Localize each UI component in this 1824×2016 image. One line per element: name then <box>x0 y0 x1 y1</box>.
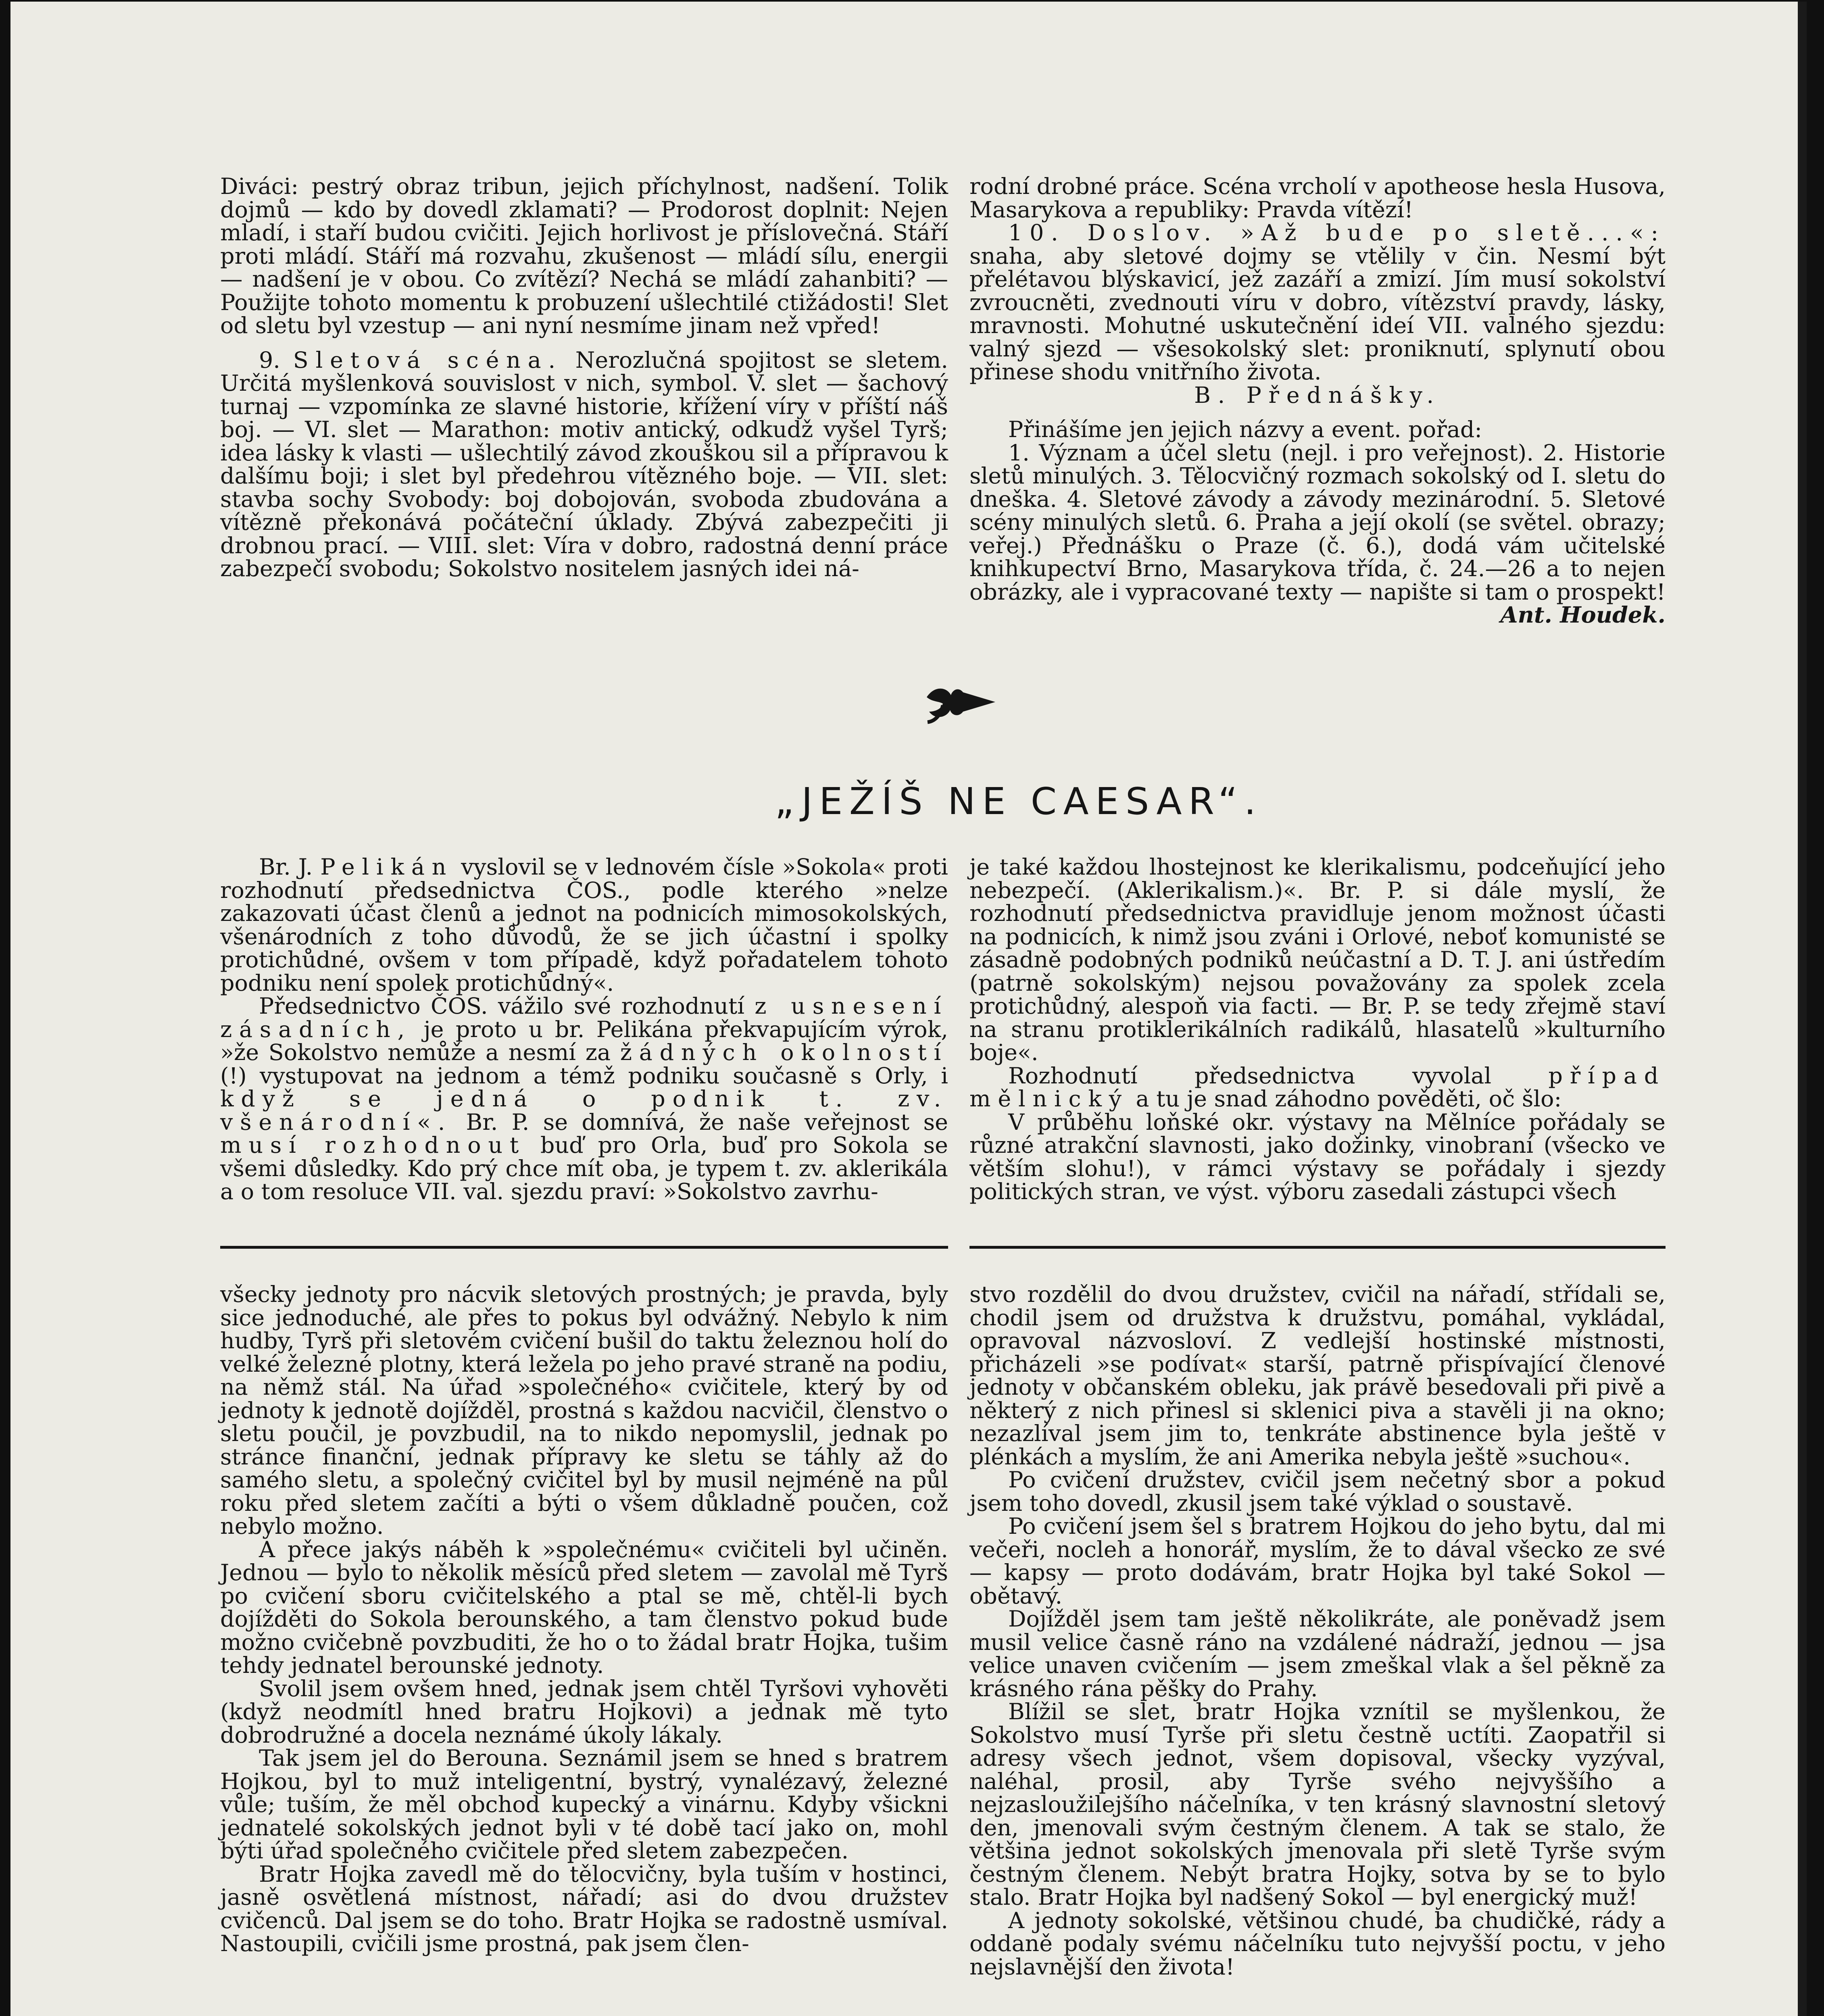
emphasized-name: Pelikán <box>320 854 454 880</box>
paragraph: Dojížděl jsem tam ještě několikráte, ale poněvadž jsem musil velice časně ráno na vzdálené nádraží, jednou — jsa velice unaven cvičením — jsem zmeškal vlak a šel pěkně za krásného rána pěšky do Prahy. <box>969 1606 1666 1702</box>
divider-rule <box>969 1246 1666 1249</box>
paragraph-text: Rozhodnutí předsednictva vyvolal <box>1008 1062 1492 1089</box>
paragraph-text: 1. Význam a účel sletu (nejl. i pro veřejnost). 2. Historie sletů minulých. 3. Tělocvičný rozmach sokolský od I. sletu do dneška. 4. Sletové závody a závody mezinárodní. 5. Sletové scény minulých sletů. 6. Praha a její okolí (se světel. obrazy; veřej.) Přednášku o Praze (č. 6.), dodá vám učitelské knihkupectví Brno, Masarykova třída, č. 24.—26 a to nejen obrázky, ale i vypracované texty — napište si tam o prospekt! <box>969 439 1666 605</box>
paragraph: stvo rozdělil do dvou družstev, cvičil na nářadí, střídali se, chodil jsem od družstva k družstvu, pomáhal, vykládal, opravoval názvosloví. Z vedlejší hostinské místnosti, přicházeli »se podívat« starší, patrně přispívající členové jednoty v občanském obleku, jak právě besedovali při pivě a některý z nich přinesl si sklenici piva a stavěli ji na okno; nezazlíval jsem jim to, tenkráte abstinence byla ještě v plénkách a myslím, že ani Amerika nebyla ještě »suchou«. <box>969 1281 1666 1470</box>
top-left-column <box>220 175 948 581</box>
paragraph-text: (!) vystupovat na jednom a témž podniku současně s Orly, i <box>220 1062 948 1089</box>
paragraph: je také každou lhostejnost ke klerikalismu, podceňující jeho nebezpečí. (Aklerikalism.)«. Br. P. si dále myslí, že rozhodnutí předsednictva pravidluje jenom možnost účasti na podnicích, k nimž jsou zváni i Orlové, neboť komunisté se zásadně podobných podniků neúčastní a D. T. J. ani ústředím (patrně sokolským) nejsou považovány za spolek zcela protichůdný, alespoň via facti. — Br. P. se tedy zřejmě staví na stranu protiklerikálních radikálů, hlasatelů »kulturního boje«. <box>969 854 1666 1066</box>
paragraph <box>969 221 1666 384</box>
paragraph: Bratr Hojka zavedl mě do tělocvičny, byla tuším v hostinci, jasně osvětlená místnost, nářadí; asi do dvou družstev cvičenců. Dal jsem se do toho. Bratr Hojka se radostně usmíval. Nastoupili, cvičili jsme prostná, pak jsem člen- <box>220 1861 948 1957</box>
paragraph: 9. Sletová scéna. Nerozlučná spojitost se sletem. Určitá myšlenková souvislost v nich, symbol. V. slet — šachový turnaj — vzpomínka ze slavné historie, křížení víry v příští náš boj. — VI. slet — Marathon: motiv antický, odkudž vyšel Tyrš; idea lásky k vlasti — ušlechtilý závod zkouškou sil a přípravou k dalšímu boji; i slet byl předehrou vítězného boje. — VII. slet: stavba sochy Svobody: boj dobojován, svoboda zbudována a vítězně překonává počáteční úklady. Zbývá zabezpečiti ji drobnou prací. — VIII. slet: Víra v dobro, radostná denní práce zabezpečí svobodu; Sokolstvo nositelem jasných idei ná- <box>220 347 948 582</box>
paragraph-text: Předsednictvo ČOS. vážilo své rozhodnutí <box>259 993 745 1019</box>
paragraph: Svolil jsem ovšem hned, jednak jsem chtěl Tyršovi vyhověti (když neodmítl hned bratru Hojkovi) a jednak mě tyto dobrodružné a docela neznámé úkoly lákaly. <box>220 1675 948 1748</box>
bottom-left-column <box>220 1283 948 1956</box>
top-right-column <box>969 175 1666 627</box>
paragraph-text: a tu je snad záhodno pověděti, oč šlo: <box>1136 1086 1562 1112</box>
paragraph-text: buď pro Orla, buď pro Sokola se všemi důsledky. Kdo prý chce mít oba, je typem t. zv. aklerikála a o tom resoluce VII. val. sjezdu praví: »Sokolstvo zavrhu- <box>220 1132 948 1205</box>
paragraph: A jednoty sokolské, většinou chudé, ba chudičké, rády a oddaně podaly svému náčelníku tuto nejvyšší poctu, v jeho nejslavnější den života! <box>969 1907 1666 1980</box>
paragraph <box>969 439 1666 628</box>
emphasized-text: když se jedná o podnik t. zv. všenárodní«. <box>220 1086 948 1135</box>
emphasized-text: z usnesení zásadních, <box>220 993 948 1043</box>
emphasized-text: žádných okolností <box>620 1039 948 1066</box>
paragraph: rodní drobné práce. Scéna vrcholí v apotheose hesla Husova, Masarykova a republiky: Pravda vítězí! <box>969 173 1666 223</box>
section-heading: B. Přednášky. <box>1194 382 1441 408</box>
paragraph: Diváci: pestrý obraz tribun, jejich příchylnost, nadšení. Tolik dojmů — kdo by dovedl zklamati? — Prodorost doplnit: Nejen mladí, i staří budou cvičiti. Jejich horlivost je příslovečná. Stáří proti mládí. Stáří má rozvahu, zkušenost — mládí sílu, energii — nadšení je v obou. Co zvítězí? Nechá se mládí zahanbiti? — Použijte tohoto momentu k probuzení ušlechtilé ctižádosti! Slet od sletu byl vzestup — ani nyní nesmíme jinam než vpřed! <box>220 173 948 339</box>
paragraph-text: snaha, aby sletové dojmy se vtělily v čin. Nesmí být přelétavou blýskavicí, jež zazáří a zmizí. Jím musí sokolství zvroucněti, zvednouti víru v dobro, vítězství pravdy, lásky, mravnosti. Mohutné uskutečnění ideí VII. valného sjezdu: valný sjezd — všesokolský slet: proniknutí, splynutí obou přinese shodu vnitřního života. <box>969 243 1666 385</box>
paragraph: Po cvičení družstev, cvičil jsem nečetný sbor a pokud jsem toho dovedl, zkusil jsem také výklad o soustavě. <box>969 1467 1666 1516</box>
magazine-page <box>10 2 1807 2016</box>
article-title: „JEŽÍŠ NE CAESAR“. <box>775 780 1263 823</box>
paragraph: všecky jednoty pro nácvik sletových prostných; je pravda, byly sice jednoduché, ale přes to pokus byl odvážný. Nebylo k nim hudby, Tyrš při sletovém cvičení bušil do taktu železnou holí do velké železné plotny, která ležela po jeho pravé straně na podiu, na němž stál. Na úřad »společného« cvičitele, který by od jednoty k jednotě dojížděl, prostná s každou nacvičil, členstvo o sletu poučil, je povzbudil, na to nikdo nepomyslil, jednak po stránce finanční, jednak přípravy ke sletu se táhly až do samého sletu, a společný cvičitel byl by musil nejméně na půl roku před sletem začíti a býti o všem důkladně poučen, což nebylo možno. <box>220 1281 948 1539</box>
hedera-leaf-icon <box>919 677 999 729</box>
middle-right-column <box>969 856 1666 1204</box>
paragraph-text: je proto u br. Pelikána překvapujícím výrok, »že Sokolstvo nemůže a nesmí za <box>220 1016 948 1066</box>
paragraph-text: Br. P. se domnívá, že naše veřejnost se <box>466 1109 948 1135</box>
paragraph: A přece jakýs náběh k »společnému« cvičiteli byl učiněn. Jednou — bylo to několik měsíců před sletem — zavolal mě Tyrš po cvičení sboru cvičitelského a ptal se mě, chtěl-li bych dojížděti do Sokola berounského, a tam členstvo pokud bude možno cvičebně povzbuditi, že ho o to žádal bratr Hojka, tušim tehdy jednatel berounské jednoty. <box>220 1536 948 1679</box>
emphasized-text: musí rozhodnout <box>220 1132 526 1158</box>
paragraph <box>969 1064 1666 1111</box>
paragraph-text: Br. J. <box>259 854 313 880</box>
bottom-right-column <box>969 1283 1666 1979</box>
emphasized-text: případ mělnický <box>969 1062 1666 1112</box>
paragraph <box>220 856 948 995</box>
paragraph-text: Nerozlučná spojitost se sletem. Určitá myšlenková souvislost v nich, symbol. V. slet — šachový turnaj — vzpomínka ze slavné historie, křížení víry v příští náš boj. — VI. slet — Marathon: motiv antický, odkudž vyšel Tyrš; idea lásky k vlasti — ušlechtilý závod zkouškou sil a přípravou k dalšímu boji; i slet byl předehrou vítězného boje. — VII. slet: stavba sochy Svobody: boj dobojován, svoboda zbudována a vítězně překonává počáteční úklady. Zbývá zabezpečiti ji drobnou prací. — VIII. slet: Víra v dobro, radostná denní práce zabezpečí svobodu; Sokolstvo nositelem jasných idei ná- <box>220 347 948 582</box>
paragraph-text: vyslovil se v lednovém čísle »Sokola« proti rozhodnutí předsednictva ČOS., podle kterého »nelze zakazovati účast členů a jednot na podnicích mimosokolských, všenárodních z toho důvodů, že se jich účastní i spolky protichůdné, ovšem v tom případě, když pořadatelem tohoto podniku není spolek protichůdný«. <box>220 854 948 996</box>
paragraph: Tak jsem jel do Berouna. Seznámil jsem se hned s bratrem Hojkou, byl to muž inteligentní, bystrý, vynalézavý, železné vůle; tuším, že měl obchod kupecký a vinárnu. Kdyby všickni jednatelé sokolských jednot byli v té době tací jako on, mohl býti úřad společného cvičitele před sletem zabezpečen. <box>220 1745 948 1864</box>
paragraph: Blížil se slet, bratr Hojka vznítil se myšlenkou, že Sokolstvo musí Tyrše při sletu čestně uctíti. Zaopatřil si adresy všech jednot, všem dopisoval, všecky vyzýval, naléhal, prosil, aby Tyrše svého nejvyššího a nejzasloužilejšího náčelníka, v ten krásný slavnostní sletový den, jmenovali svým čestným členem. A tak se stalo, že většina jednot sokolských jmenovala při sletě Tyrše svým čestným členem. Nebýt bratra Hojky, sotva by se to bylo stalo. Bratr Hojka byl nadšený Sokol — byl energický muž! <box>969 1699 1666 1910</box>
paragraph: Po cvičení jsem šel s bratrem Hojkou do jeho bytu, dal mi večeři, nocleh a honorář, myslím, že to dával všecko ze své — kapsy — proto dodávám, bratr Hojka byl také Sokol — obětavý. <box>969 1513 1666 1609</box>
section-heading: 10. Doslov. »Až bude po sletě...«: <box>1008 220 1666 246</box>
paragraph: Přinášíme jen jejich názvy a event. pořad: <box>1008 417 1482 443</box>
divider-rule <box>220 1246 948 1249</box>
paragraph <box>220 995 948 1204</box>
paragraph: V průběhu loňské okr. výstavy na Mělníce pořádaly se různé atrakční slavnosti, jako dožinky, vinobraní (všecko ve větším slohu!), v rámci výstavy se pořádaly i sjezdy politických stran, ve výst. výboru zasedali zástupci všech <box>969 1109 1666 1205</box>
author-signature: Ant. Houdek. <box>1500 602 1666 628</box>
section-heading: Sletová scéna. <box>293 347 563 373</box>
middle-left-column <box>220 856 948 1204</box>
